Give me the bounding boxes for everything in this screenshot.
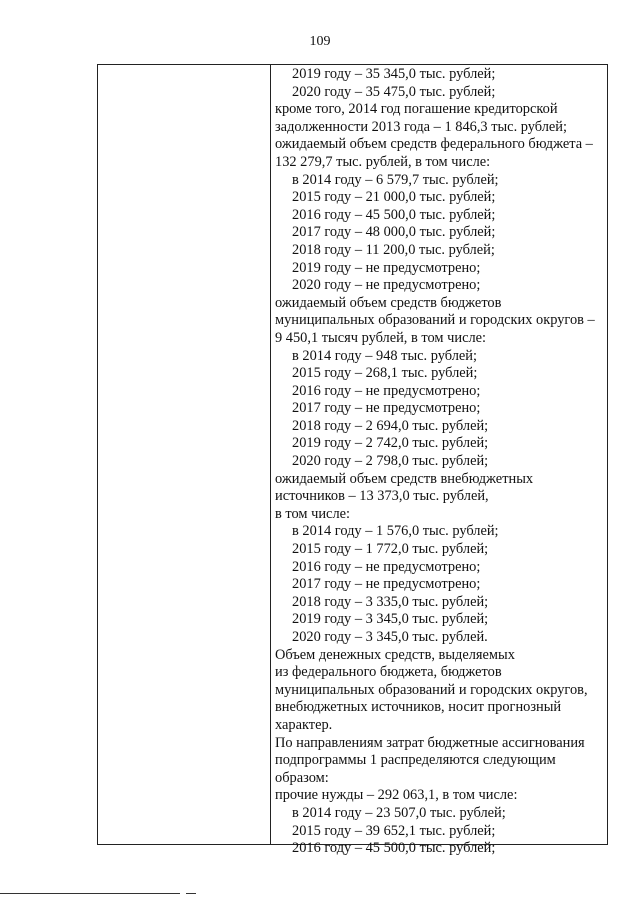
text-line: 9 450,1 тысяч рублей, в том числе: — [275, 329, 487, 346]
text-line: Объем денежных средств, выделяемых — [275, 646, 515, 663]
text-line: 2015 году – 1 772,0 тыс. рублей; — [292, 541, 489, 558]
document-table — [97, 64, 608, 857]
text-line: 2019 году – 3 345,0 тыс. рублей; — [292, 611, 489, 628]
text-line: внебюджетных источников, носит прогнозный — [275, 699, 562, 716]
text-line: 2018 году – 11 200,0 тыс. рублей; — [292, 241, 495, 258]
text-line: ожидаемый объем средств бюджетов — [275, 294, 502, 311]
text-line: 2015 году – 39 652,1 тыс. рублей; — [292, 822, 496, 839]
page-number: 109 — [309, 34, 331, 49]
text-line: 2015 году – 268,1 тыс. рублей; — [292, 365, 478, 382]
text-line: в 2014 году – 948 тыс. рублей; — [292, 347, 477, 364]
text-line: в 2014 году – 1 576,0 тыс. рублей; — [292, 523, 499, 540]
text-line: 2016 году – 45 500,0 тыс. рублей; — [292, 840, 496, 857]
text-line: 2020 году – 2 798,0 тыс. рублей; — [292, 453, 489, 470]
text-line: прочие нужды – 292 063,1, в том числе: — [275, 787, 518, 804]
text-line: муниципальных образований и городских округов – — [275, 312, 595, 329]
table-right-column — [275, 66, 605, 858]
text-line: муниципальных образований и городских округов, — [275, 681, 588, 698]
text-line: 2017 году – 48 000,0 тыс. рублей; — [292, 224, 496, 241]
text-line: характер. — [275, 716, 333, 733]
text-line: ожидаемый объем средств федерального бюджета – — [275, 136, 593, 153]
text-line: 2019 году – не предусмотрено; — [292, 259, 481, 276]
text-line: кроме того, 2014 год погашение кредиторской — [275, 101, 558, 118]
text-line: в 2014 году – 6 579,7 тыс. рублей; — [292, 171, 499, 188]
text-line: 2017 году – не предусмотрено; — [292, 576, 481, 593]
text-line: 2019 году – 2 742,0 тыс. рублей; — [292, 435, 489, 452]
text-line: ожидаемый объем средств внебюджетных — [275, 470, 534, 487]
text-line: подпрограммы 1 распределяются следующим — [275, 752, 556, 769]
text-line: 2017 году – не предусмотрено; — [292, 400, 481, 417]
text-line: По направлениям затрат бюджетные ассигнования — [275, 734, 585, 751]
text-line: 2020 году – 3 345,0 тыс. рублей. — [292, 629, 488, 645]
text-line: 2018 году – 2 694,0 тыс. рублей; — [292, 417, 489, 434]
table-left-column — [98, 65, 271, 844]
text-line: 2015 году – 21 000,0 тыс. рублей; — [292, 189, 496, 206]
text-line: в 2014 году – 23 507,0 тыс. рублей; — [292, 804, 506, 821]
text-line: 2016 году – не предусмотрено; — [292, 558, 481, 575]
text-line: из федерального бюджета, бюджетов — [275, 664, 502, 681]
text-line: 2016 году – 45 500,0 тыс. рублей; — [292, 206, 496, 223]
text-line: в том числе: — [275, 505, 351, 522]
text-line: 2018 году – 3 335,0 тыс. рублей; — [292, 593, 489, 610]
text-line: задолженности 2013 года – 1 846,3 тыс. рублей; — [275, 118, 568, 135]
footer-rule — [0, 893, 180, 894]
text-line: 2020 году – 35 475,0 тыс. рублей; — [292, 83, 496, 100]
text-line: 2020 году – не предусмотрено; — [292, 277, 481, 294]
footer-rule-fragment — [186, 893, 196, 894]
text-line: источников – 13 373,0 тыс. рублей, — [275, 488, 489, 505]
text-line: 2016 году – не предусмотрено; — [292, 382, 481, 399]
text-line: 132 279,7 тыс. рублей, в том числе: — [275, 153, 491, 170]
text-line: образом: — [275, 769, 329, 786]
text-line: 2019 году – 35 345,0 тыс. рублей; — [292, 66, 496, 82]
